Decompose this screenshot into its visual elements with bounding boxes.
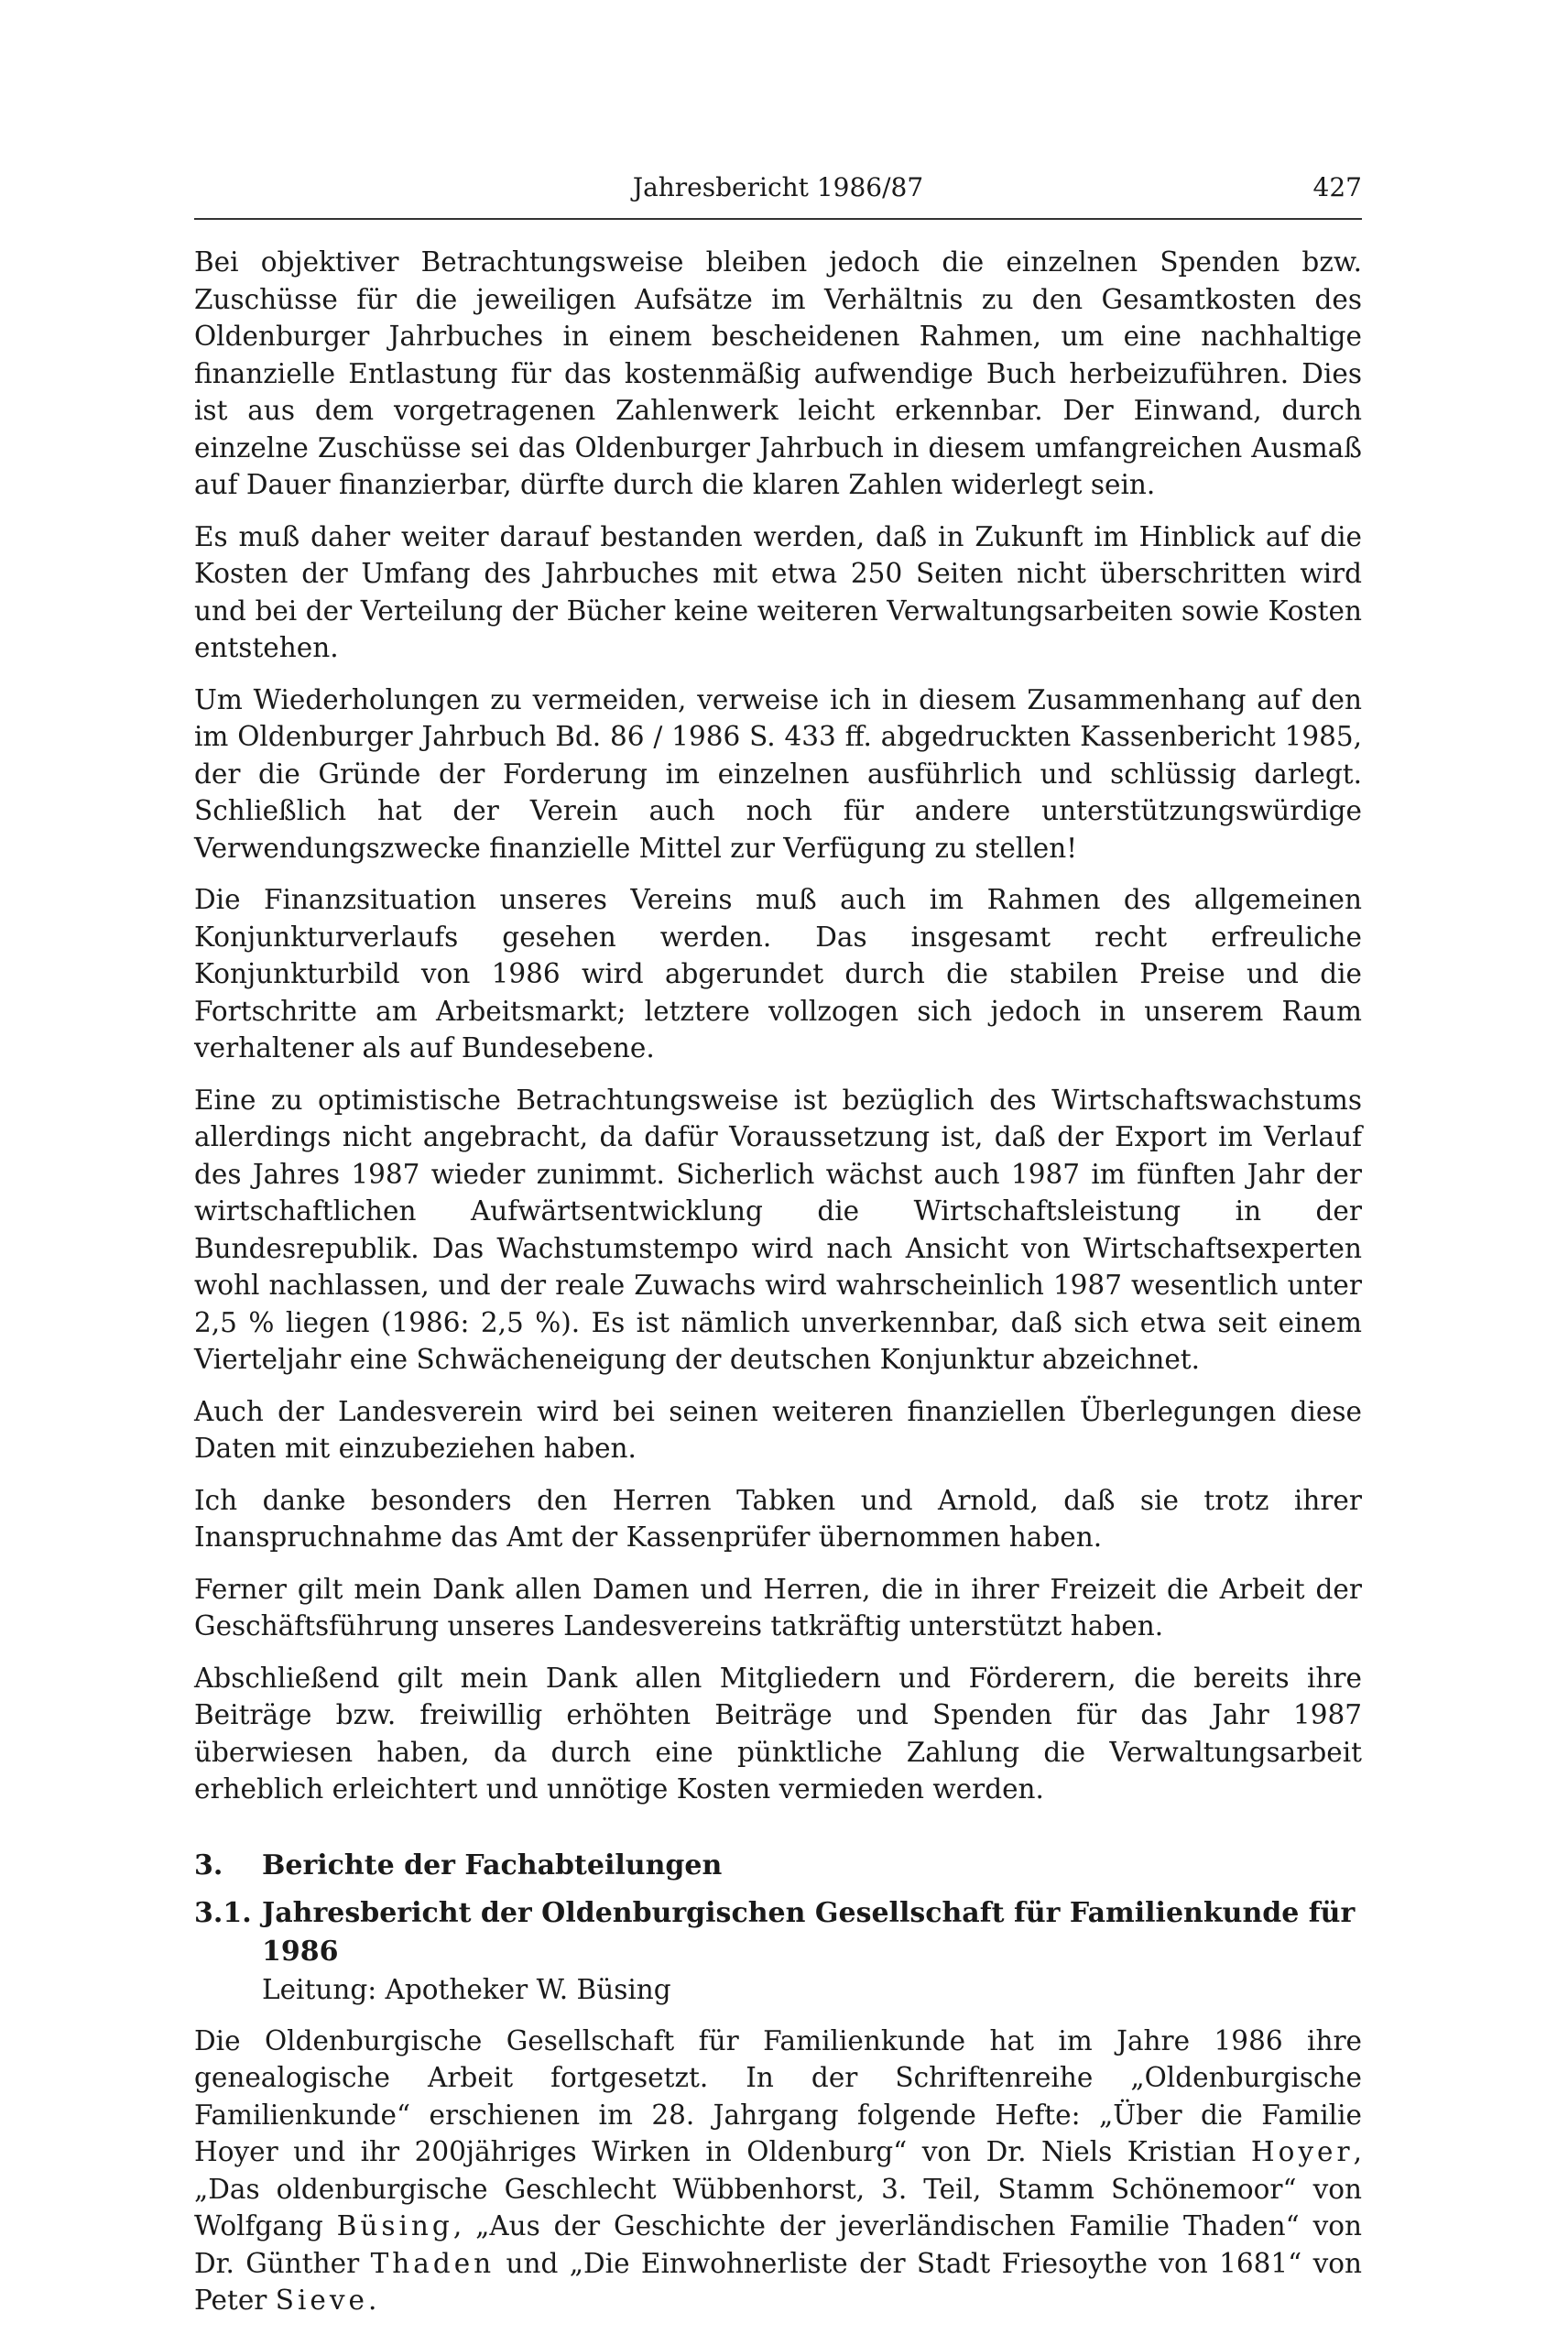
author-name: Thaden xyxy=(370,2247,495,2279)
author-name: Sieve xyxy=(275,2285,369,2316)
paragraph: Auch der Landesverein wird bei seinen weiteren finanziellen Überlegungen diese Daten mit einzubeziehen haben. xyxy=(194,1395,1362,1464)
text-run: . xyxy=(368,2285,377,2316)
section-heading xyxy=(194,1847,1362,1885)
paragraph: Die Finanzsituation unseres Vereins muß auch im Rahmen des allgemeinen Konjunkturverlaufs gesehen werden. Das insgesamt recht erfreuliche Konjunkturbild von 1986 wird abgerundet durch die stabilen Preise und die Fortschritte am Arbeitsmarkt; letztere vollzogen sich jedoch in unserem Raum verhaltener als auf Bundesebene. xyxy=(194,884,1362,1063)
subsection-number: 3.1. xyxy=(194,1896,252,1929)
paragraph: Abschließend gilt mein Dank allen Mitgliedern und Förderern, die bereits ihre Beiträge bzw. freiwillig erhöhten Beiträge und Spenden für das Jahr 1987 überwiesen haben, da durch eine pünktliche Zahlung die Verwaltungsarbeit erheblich erleichtert und unnötige Kosten vermieden werden. xyxy=(194,1662,1362,1805)
subsection-byline: Leitung: Apotheker W. Büsing xyxy=(262,1973,671,2005)
subsection-title: Jahresbericht der Oldenburgischen Gesellschaft für Familienkunde für 1986 xyxy=(262,1896,1356,1968)
section-number: 3. xyxy=(194,1849,223,1881)
text-run: , „Das oldenburgische Geschlecht Wübbenhorst, 3. Teil, Stamm Schönemoor“ von Wolfgang xyxy=(194,2136,1362,2241)
final-paragraph xyxy=(194,2023,1362,2319)
author-name: Hoyer xyxy=(1250,2136,1354,2167)
paragraph: Um Wiederholungen zu vermeiden, verweise ich in diesem Zusammenhang auf den im Oldenburger Jahrbuch Bd. 86 / 1986 S. 433 ff. abgedruckten Kassenbericht 1985, der die Gründe der Forderung im einzelnen ausführlich und schlüssig darlegt. Schließlich hat der Verein auch noch für andere unterstützungswürdige Verwendungszwecke finanzielle Mittel zur Verfügung zu stellen! xyxy=(194,683,1362,864)
running-head xyxy=(194,165,1362,211)
running-head-title: Jahresbericht 1986/87 xyxy=(632,172,924,202)
paragraph: Ferner gilt mein Dank allen Damen und Herren, die in ihrer Freizeit die Arbeit der Geschäftsführung unseres Landesvereins tatkräftig unterstützt haben. xyxy=(194,1573,1362,1641)
text-run: Die Oldenburgische Gesellschaft für Familienkunde hat im Jahre 1986 ihre genealogische Arbeit fortgesetzt. In der Schriftenreihe „Oldenburgische Familienkunde“ erschienen im 28. Jahrgang folgende Hefte: „Über die Familie Hoyer und ihr 200jähriges Wirken in Oldenburg“ von Dr. Niels Kristian xyxy=(194,2024,1362,2167)
paragraph: Ich danke besonders den Herren Tabken und Arnold, daß sie trotz ihrer Inanspruchnahme das Amt der Kassenprüfer übernommen haben. xyxy=(194,1484,1362,1553)
author-name: Büsing xyxy=(336,2210,453,2241)
page xyxy=(194,165,1362,2334)
paragraph: Eine zu optimistische Betrachtungsweise ist bezüglich des Wirtschaftswachstums allerdings nicht angebracht, da dafür Voraussetzung ist, daß der Export im Verlauf des Jahres 1987 wieder zunimmt. Sicherlich wächst auch 1987 im fünften Jahr der wirtschaftlichen Aufwärtsentwicklung die Wirtschaftsleistung in der Bundesrepublik. Das Wachstumstempo wird nach Ansicht von Wirtschaftsexperten wohl nachlassen, und der reale Zuwachs wird wahrscheinlich 1987 wesentlich unter 2,5 % liegen (1986: 2,5 %). Es ist nämlich unverkennbar, daß sich etwa seit einem Vierteljahr eine Schwächeneigung der deutschen Konjunktur abzeichnet. xyxy=(194,1084,1362,1375)
subsection-heading xyxy=(194,1894,1362,1971)
text-run: , „Aus der Geschichte der jeverländischen Familie Thaden“ von Dr. Günther xyxy=(194,2210,1362,2279)
text-run: und „Die Einwohnerliste der Stadt Friesoythe von 1681“ von Peter xyxy=(194,2247,1362,2316)
section-title: Berichte der Fachabteilungen xyxy=(262,1849,723,1881)
header-rule xyxy=(194,218,1362,220)
paragraph: Bei objektiver Betrachtungsweise bleiben jedoch die einzelnen Spenden bzw. Zuschüsse für die jeweiligen Aufsätze im Verhältnis zu den Gesamtkosten des Oldenburger Jahrbuches in einem bescheidenen Rahmen, um eine nachhaltige finanzielle Entlastung für das kostenmäßig aufwendige Buch herbeizuführen. Dies ist aus dem vorgetragenen Zahlenwerk leicht erkennbar. Der Einwand, durch einzelne Zuschüsse sei das Oldenburger Jahrbuch in diesem umfangreichen Ausmaß auf Dauer finanzierbar, dürfte durch die klaren Zahlen widerlegt sein. xyxy=(194,246,1362,500)
body-text xyxy=(194,244,1362,2319)
page-number: 427 xyxy=(1312,172,1362,202)
paragraph: Es muß daher weiter darauf bestanden werden, daß in Zukunft im Hinblick auf die Kosten der Umfang des Jahrbuches mit etwa 250 Seiten nicht überschritten wird und bei der Verteilung der Bücher keine weiteren Verwaltungsarbeiten sowie Kosten entstehen. xyxy=(194,520,1362,663)
